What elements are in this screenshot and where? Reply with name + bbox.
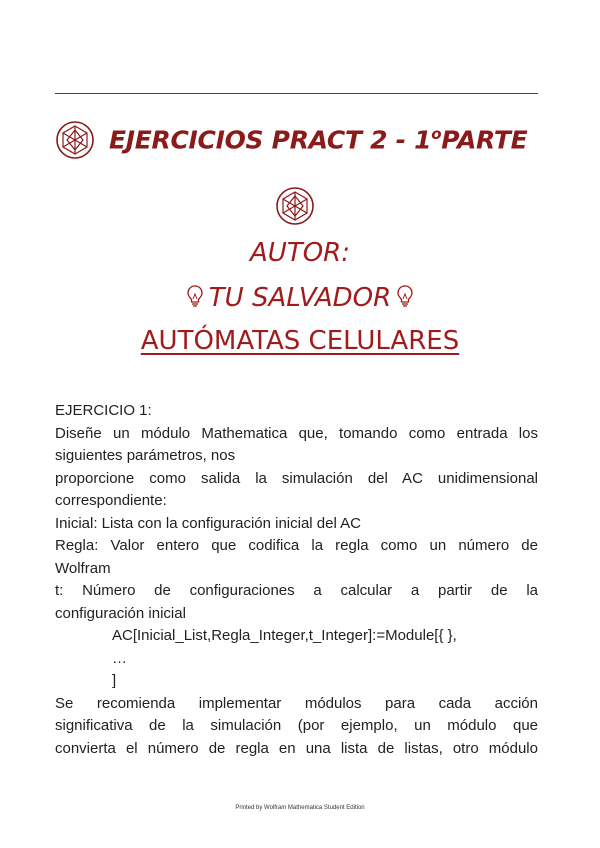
code-line: AC[Inicial_List,Regla_Integer,t_Integer]:=Module[{ }, <box>112 627 457 644</box>
body-line: t: Número de configuraciones a calcular a partir de la <box>55 582 538 599</box>
title-row <box>55 120 538 160</box>
top-rule <box>55 93 538 94</box>
document-body <box>55 400 538 760</box>
lightbulb-icon <box>185 284 205 308</box>
title-superscript: o <box>431 125 442 144</box>
body-line: Se recomienda implementar módulos para cada acción <box>55 694 538 712</box>
title-tail: PARTE <box>441 125 528 155</box>
body-line: Regla: Valor entero que codifica la regla como un número de <box>55 537 538 554</box>
body-line: Inicial: Lista con la configuración inicial del AC <box>55 514 361 532</box>
body-line: configuración inicial <box>55 604 186 622</box>
print-footer: Printed by Wolfram Mathematica Student Edition <box>235 805 365 811</box>
wolfram-logo-icon <box>275 186 315 226</box>
lightbulb-icon <box>395 284 415 308</box>
body-line: significativa de la simulación (por ejemplo, un módulo que <box>55 717 538 734</box>
author-line <box>0 283 600 313</box>
body-line: proporcione como salida la simulación del AC unidimensional <box>55 469 538 487</box>
wolfram-logo-icon <box>55 120 95 160</box>
body-line: convierta el número de regla en una lista de listas, otro módulo <box>55 739 538 757</box>
body-line: siguientes parámetros, nos <box>55 447 236 464</box>
body-line: Wolfram <box>55 559 111 577</box>
code-line: … <box>112 649 127 667</box>
section-title: AUTÓMATAS CELULARES <box>140 326 460 356</box>
exercise-heading: EJERCICIO 1: <box>55 402 152 419</box>
body-line: correspondiente: <box>55 492 167 509</box>
document-title <box>109 125 527 154</box>
author-name: TU SALVADOR <box>208 283 392 313</box>
body-line: Diseñe un módulo Mathematica que, tomando como entrada los <box>55 424 538 442</box>
title-main: EJERCICIOS PRACT 2 - 1 <box>109 125 432 155</box>
code-line: ] <box>112 672 117 689</box>
author-label: AUTOR: <box>250 238 350 268</box>
